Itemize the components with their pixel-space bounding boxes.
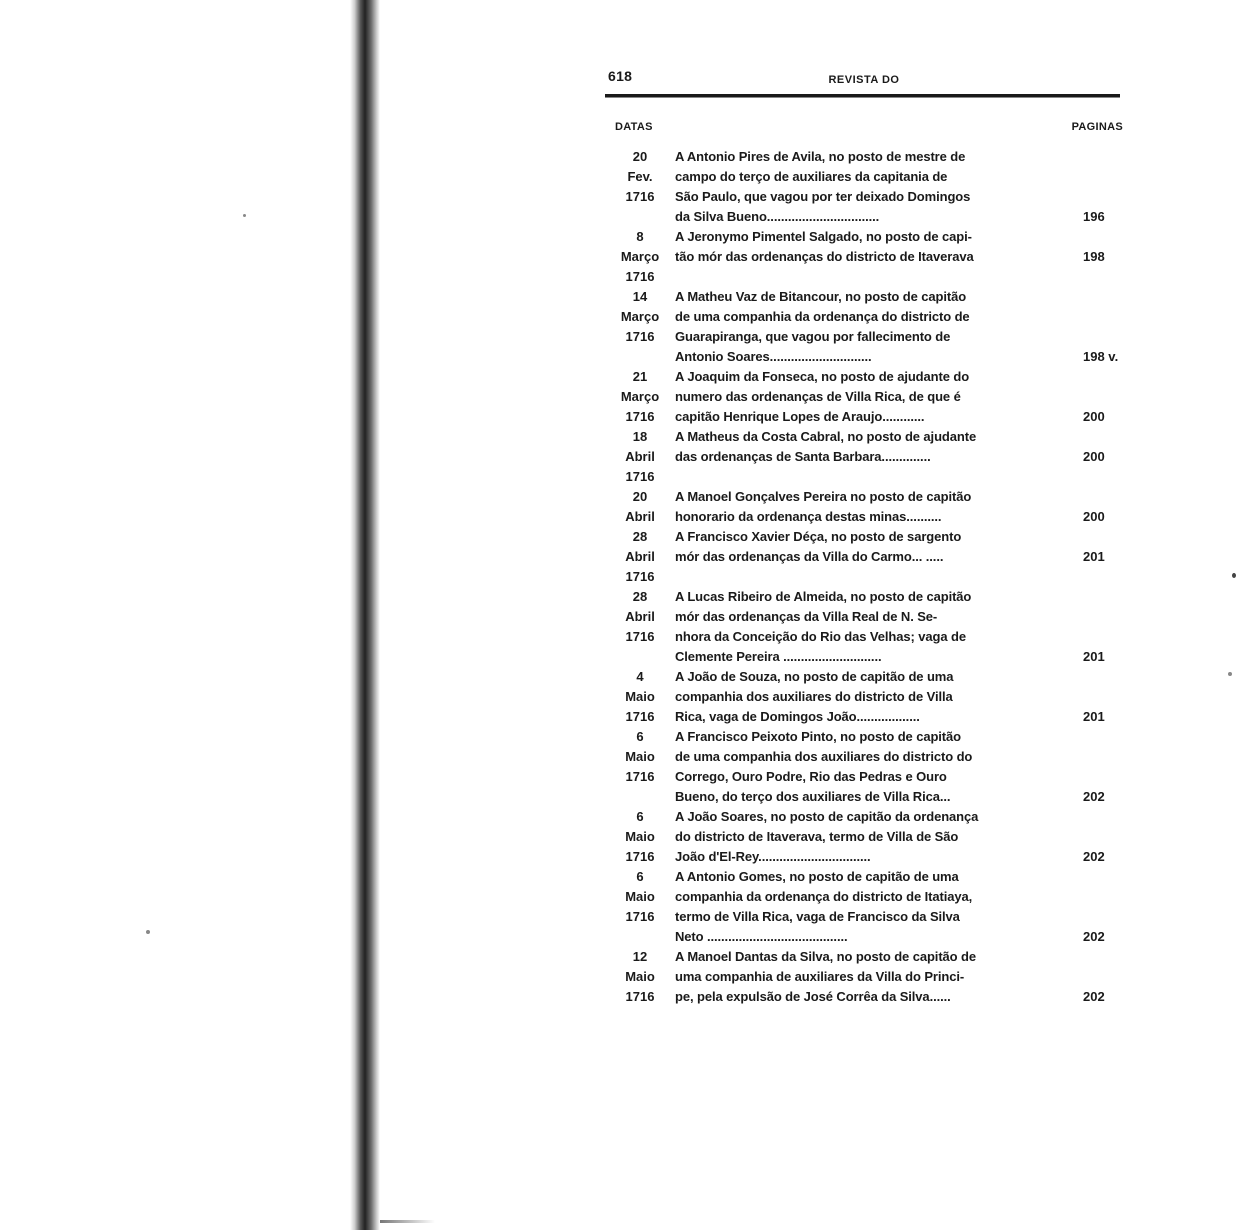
entry-text-line: de uma companhia dos auxiliares do districto do [675,749,973,764]
entry-date-line: Março [620,309,660,324]
entry-date-line: Abril [625,549,655,564]
entry-date-line: 1716 [625,409,655,424]
entry-date [605,587,675,647]
entry-date-line: 6 [636,809,644,824]
entry-date-line: Abril [625,449,655,464]
entry-page: 202 [1083,849,1105,864]
entry-text [675,867,1045,947]
entry-page-column [1045,867,1123,947]
entry-text-line: A Joaquim da Fonseca, no posto de ajudante do [675,369,970,384]
entry-date-line: Abril [625,509,655,524]
entry-text [675,667,1045,727]
entry-date-line: 1716 [625,189,655,204]
entry-page: 198 v. [1083,349,1119,364]
entry-page-column [1045,727,1123,807]
list-item [605,367,1123,427]
entry-date-line: 20 [632,149,648,164]
entry-text-line: Antonio Soares............................. [675,349,872,364]
entry-page-column [1045,147,1123,227]
entry-text-line: João d'El-Rey................................ [675,849,871,864]
entry-page: 201 [1083,549,1105,564]
entry-date [605,947,675,1007]
entry-date [605,427,675,487]
entry-page: 200 [1083,449,1105,464]
entry-text-line: nhora da Conceição do Rio das Velhas; vaga de [675,629,966,644]
entry-date-line: Maio [625,689,655,704]
entry-date [605,227,675,287]
entry-text-line: honorario da ordenança destas minas.......... [675,509,942,524]
entry-text [675,947,1045,1007]
entry-page-column [1045,287,1123,367]
entry-page-column [1045,427,1123,487]
entry-date-line: 12 [632,949,648,964]
entry-page-column [1045,947,1123,1007]
pages-column-label: PAGINAS [1071,121,1123,133]
entry-text-line: numero das ordenanças de Villa Rica, de que é [675,389,961,404]
scan-speck [1228,672,1232,676]
entry-page-column [1045,227,1123,287]
entry-date-line: Fev. [627,169,653,184]
entry-text-line: Corrego, Ouro Podre, Rio das Pedras e Ouro [675,769,947,784]
entry-page: 198 [1083,249,1105,264]
entry-text-line: capitão Henrique Lopes de Araujo............ [675,409,925,424]
scan-speck [1232,573,1236,578]
list-item [605,807,1123,867]
entry-text [675,487,1045,527]
entry-page: 201 [1083,709,1105,724]
entry-date [605,527,675,587]
entry-text [675,727,1045,807]
entry-date-line: 6 [636,729,644,744]
page-header [605,68,1123,94]
entry-page: 200 [1083,509,1105,524]
entry-date-line: 1716 [625,569,655,584]
list-item [605,487,1123,527]
entry-page: 200 [1083,409,1105,424]
entry-list [605,147,1123,1007]
list-item [605,867,1123,947]
entry-text-line: do districto de Itaverava, termo de Villa de São [675,829,959,844]
entry-text [675,367,1045,427]
column-headers [605,121,1123,147]
entry-date [605,367,675,427]
entry-date [605,867,675,927]
entry-text-line: de uma companhia da ordenança do districto de [675,309,970,324]
entry-text-line: Guarapiranga, que vagou por fallecimento de [675,329,951,344]
spine-edge-mark [380,1220,435,1223]
entry-text-line: A Matheus da Costa Cabral, no posto de ajudante [675,429,977,444]
entry-date-line: 28 [632,589,648,604]
entry-date [605,287,675,347]
entry-date [605,667,675,727]
entry-page: 202 [1083,989,1105,1004]
entry-date-line: 1716 [625,909,655,924]
entry-date-line: 14 [632,289,648,304]
page-number: 618 [608,68,633,84]
entry-text [675,427,1045,467]
running-title: REVISTA DO [828,74,900,86]
entry-date [605,727,675,787]
header-rule [605,94,1120,97]
entry-date-line: Março [620,249,660,264]
entry-text-line: A Lucas Ribeiro de Almeida, no posto de capitão [675,589,972,604]
list-item [605,667,1123,727]
entry-date-line: 1716 [625,329,655,344]
entry-page-column [1045,367,1123,427]
entry-date-line: Março [620,389,660,404]
list-item [605,527,1123,587]
entry-text-line: Rica, vaga de Domingos João.................. [675,709,920,724]
entry-text-line: A Manoel Gonçalves Pereira no posto de capitão [675,489,972,504]
document-page [605,68,1123,1008]
entry-text [675,807,1045,867]
entry-text [675,147,1045,227]
entry-date-line: 18 [632,429,648,444]
entry-date [605,487,675,527]
entry-date [605,147,675,207]
entry-text [675,287,1045,367]
entry-date-line: 21 [632,369,648,384]
entry-date-line: 6 [636,869,644,884]
entry-page-column [1045,807,1123,867]
entry-text-line: Bueno, do terço dos auxiliares de Villa Rica... [675,789,951,804]
entry-text-line: A Francisco Peixoto Pinto, no posto de capitão [675,729,962,744]
entry-text-line: da Silva Bueno................................ [675,209,880,224]
entry-page-column [1045,527,1123,587]
entry-date-line: 8 [636,229,644,244]
entry-date-line: 1716 [625,769,655,784]
entry-text-line: A João Soares, no posto de capitão da ordenança [675,809,979,824]
entry-text [675,587,1045,667]
entry-text [675,527,1045,567]
scan-speck [146,930,150,934]
entry-text-line: tão mór das ordenanças do districto de Itaverava [675,249,974,264]
entry-text-line: São Paulo, que vagou por ter deixado Domingos [675,189,971,204]
entry-text-line: Clemente Pereira ............................ [675,649,882,664]
entry-text-line: A João de Souza, no posto de capitão de uma [675,669,954,684]
list-item [605,727,1123,807]
entry-date-line: 28 [632,529,648,544]
entry-date-line: 1716 [625,709,655,724]
entry-text-line: A Jeronymo Pimentel Salgado, no posto de capi- [675,229,972,244]
entry-text-line: Neto ........................................ [675,929,848,944]
entry-page-column [1045,487,1123,527]
book-spine-shadow [350,0,380,1230]
scan-speck [243,214,246,217]
entry-page: 202 [1083,789,1105,804]
entry-text-line: das ordenanças de Santa Barbara.............. [675,449,931,464]
entry-date-line: 1716 [625,849,655,864]
entry-text-line: A Antonio Pires de Avila, no posto de mestre de [675,149,966,164]
entry-page: 196 [1083,209,1105,224]
list-item [605,947,1123,1007]
entry-text-line: companhia dos auxiliares do districto de Villa [675,689,953,704]
entry-page: 202 [1083,929,1105,944]
entry-date-line: 20 [632,489,648,504]
entry-date-line: Maio [625,969,655,984]
entry-text-line: uma companhia de auxiliares da Villa do Princi- [675,969,965,984]
list-item [605,287,1123,367]
entry-text-line: A Manoel Dantas da Silva, no posto de capitão de [675,949,976,964]
list-item [605,227,1123,287]
entry-text-line: mór das ordenanças da Villa do Carmo... ..... [675,549,944,564]
entry-date [605,807,675,867]
entry-text-line: pe, pela expulsão de José Corrêa da Silva...... [675,989,951,1004]
list-item [605,427,1123,487]
entry-date-line: Maio [625,889,655,904]
entry-text-line: campo do terço de auxiliares da capitania de [675,169,948,184]
entry-text-line: A Francisco Xavier Déça, no posto de sargento [675,529,962,544]
entry-date-line: 1716 [625,989,655,1004]
entry-date-line: Maio [625,749,655,764]
entry-text-line: mór das ordenanças da Villa Real de N. Se- [675,609,938,624]
entry-date-line: 1716 [625,469,655,484]
entry-text-line: companhia da ordenança do districto de Itatiaya, [675,889,973,904]
list-item [605,587,1123,667]
list-item [605,147,1123,227]
entry-text [675,227,1045,267]
dates-column-label: DATAS [615,121,653,133]
entry-text-line: A Antonio Gomes, no posto de capitão de uma [675,869,959,884]
entry-date-line: Abril [625,609,655,624]
entry-date-line: 1716 [625,269,655,284]
entry-date-line: Maio [625,829,655,844]
entry-date-line: 4 [636,669,644,684]
entry-page-column [1045,667,1123,727]
entry-page: 201 [1083,649,1105,664]
entry-page-column [1045,587,1123,667]
entry-text-line: termo de Villa Rica, vaga de Francisco da Silva [675,909,960,924]
entry-text-line: A Matheu Vaz de Bitancour, no posto de capitão [675,289,967,304]
entry-date-line: 1716 [625,629,655,644]
